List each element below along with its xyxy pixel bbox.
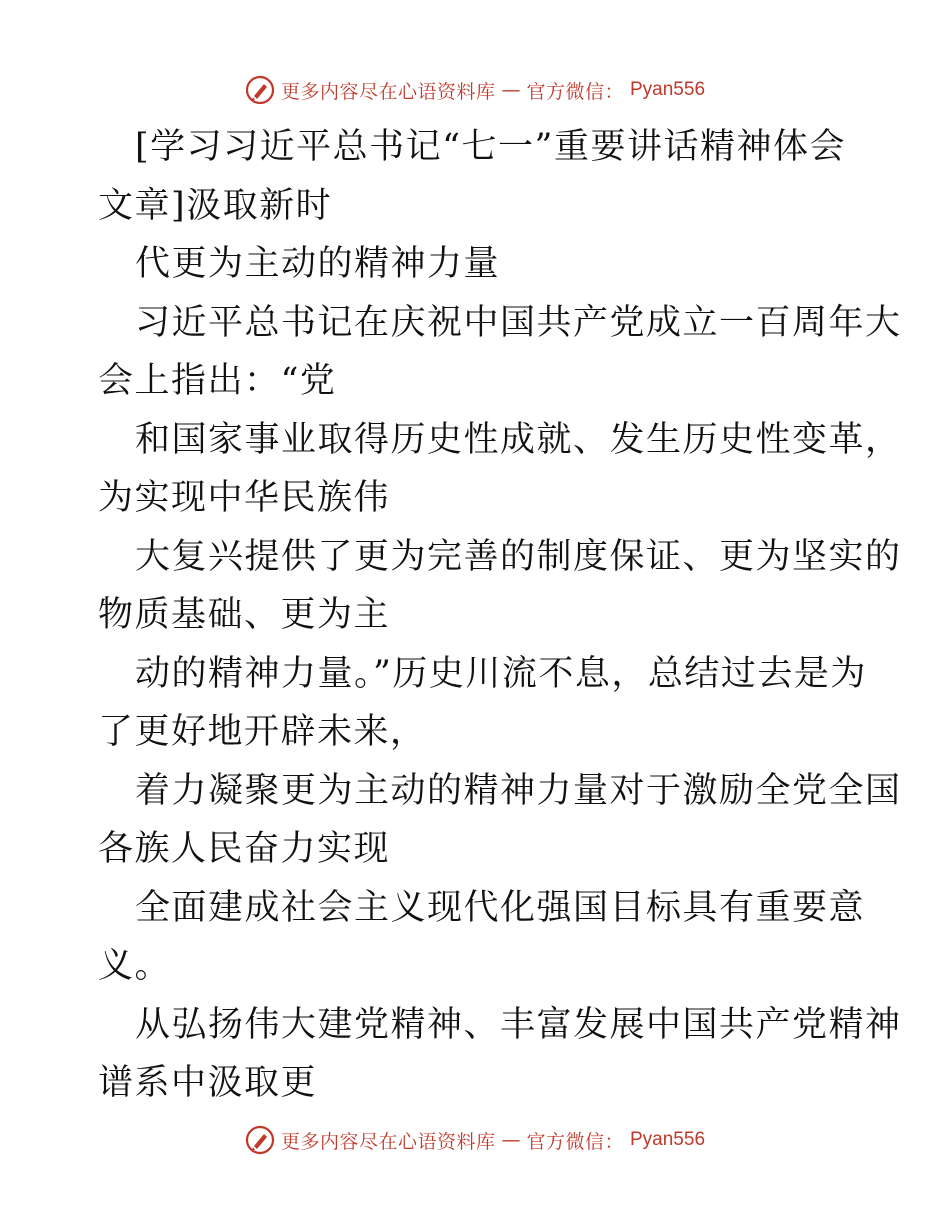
watermark-separator: — — [501, 1129, 521, 1151]
text-line: 了更好地开辟未来， — [98, 712, 427, 752]
text-line: 文章]汲取新时 — [98, 185, 333, 226]
header-watermark — [0, 70, 950, 110]
watermark-handle: Pyan556 — [630, 1129, 706, 1150]
text-line: 着力凝聚更为主动的精神力量对于激励全党全国 — [135, 770, 902, 811]
text-line: 大复兴提供了更为完善的制度保证、更为坚实的 — [135, 536, 902, 577]
text-line: 代更为主动的精神力量 — [135, 244, 501, 284]
text-line: 全面建成社会主义现代化强国目标具有重要意 — [135, 887, 866, 928]
text-line: 和国家事业取得历史性成就、发生历史性变革， — [135, 419, 902, 460]
watermark-separator: — — [501, 79, 521, 101]
text-line: 动的精神力量。”历史川流不息，总结过去是为 — [135, 653, 867, 694]
text-line: 从弘扬伟大建党精神、丰富发展中国共产党精神 — [135, 1004, 902, 1045]
text-line: [学习习近平总书记“七一”重要讲话精神体会 — [135, 127, 846, 167]
footer-watermark — [0, 1120, 950, 1160]
watermark-text: 更多内容尽在心语资料库 — [280, 1130, 496, 1153]
text-line: 会上指出：“党 — [98, 361, 337, 401]
watermark-label: 官方微信： — [526, 80, 624, 103]
pen-logo-icon — [245, 1125, 275, 1155]
text-line: 谱系中汲取更 — [98, 1063, 318, 1103]
watermark-text: 更多内容尽在心语资料库 — [280, 80, 496, 103]
text-line: 各族人民奋力实现 — [98, 829, 391, 869]
document-body — [98, 118, 902, 1113]
text-line: 为实现中华民族伟 — [98, 478, 391, 518]
watermark-handle: Pyan556 — [630, 79, 706, 100]
text-line: 义。 — [98, 946, 172, 986]
text-line: 习近平总书记在庆祝中国共产党成立一百周年大 — [135, 302, 902, 343]
text-line: 物质基础、更为主 — [98, 595, 391, 635]
watermark-label: 官方微信： — [526, 1130, 624, 1153]
pen-logo-icon — [245, 75, 275, 105]
